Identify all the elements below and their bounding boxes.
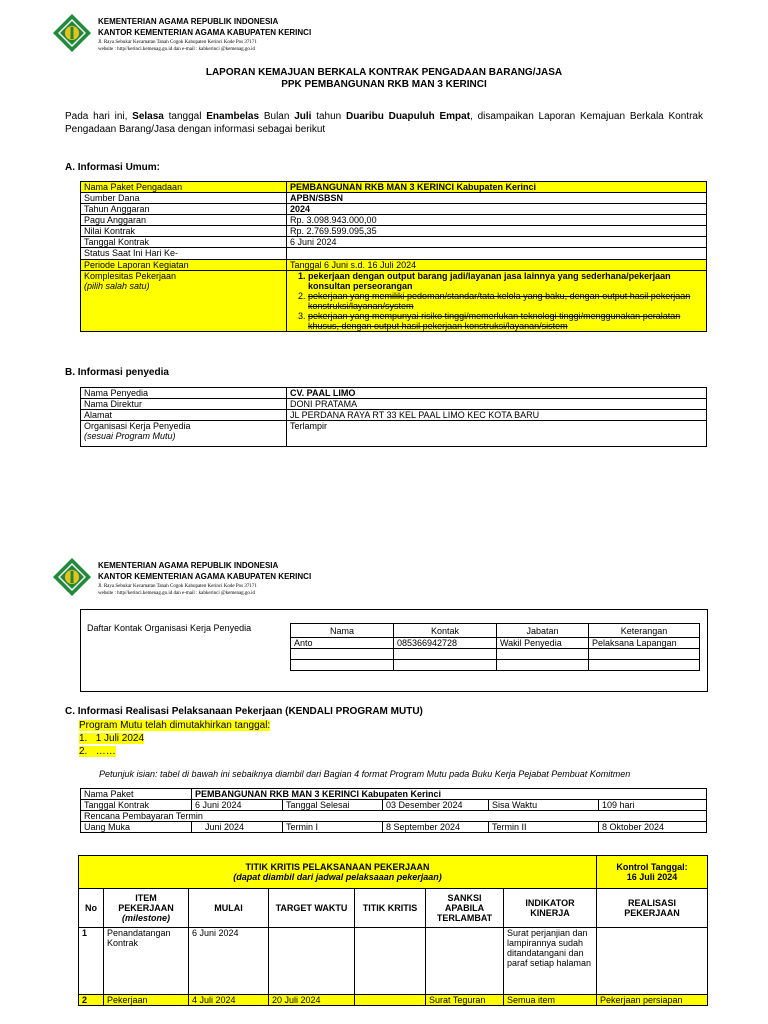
table-row: Tahun Anggaran 2024	[81, 204, 707, 215]
provider-info-table	[80, 387, 707, 447]
report-title-line1: LAPORAN KEMAJUAN BERKALA KONTRAK PENGADAAN BARANG/JASA	[205, 67, 563, 78]
letterhead-page2	[52, 557, 452, 599]
table-row: Periode Laporan Kegiatan Tanggal 6 Juni s.d. 16 Juli 2024	[81, 260, 707, 271]
section-b-title: B. Informasi penyedia	[65, 367, 169, 378]
complexity-option-2: 2. pekerjaan yang memiliki pedoman/standar/tata kelola yang baku, dengan output hasil pekerjaan konstruksi/layanan/system	[308, 291, 703, 311]
table-row: Alamat JL PERDANA RAYA RT 33 KEL PAAL LIMO KEC KOTA BARU	[81, 410, 707, 421]
table-row: Organisasi Kerja Penyedia (sesuai Program Mutu) Terlampir	[81, 421, 707, 447]
package-schedule-table	[80, 788, 707, 833]
kemenag-logo	[52, 557, 92, 597]
critical-subtitle: (dapat diambil dari jadwal pelaksaaan pekerjaan)	[233, 872, 442, 882]
critical-points-table	[78, 855, 708, 1006]
program-mutu-item-2: ……	[95, 746, 116, 757]
letterhead-top	[52, 13, 452, 55]
contact-table	[290, 623, 700, 671]
table-row: Nama Paket PEMBANGUNAN RKB MAN 3 KERINCI Kabupaten Kerinci	[81, 789, 707, 800]
table-row: Pagu Anggaran Rp. 3.098.943.000,00	[81, 215, 707, 226]
table-row: Status Saat Ini Hari Ke-	[81, 248, 707, 260]
table-row	[291, 649, 700, 660]
section-c-title: C. Informasi Realisasi Pelaksanaan Pekerjaan (KENDALI PROGRAM MUTU)	[65, 706, 423, 717]
critical-title-row	[79, 856, 708, 889]
table-row: Uang Muka Juni 2024 Termin I 8 September 2024 Termin II 8 Oktober 2024	[81, 822, 707, 833]
letterhead-line1: KEMENTERIAN AGAMA REPUBLIK INDONESIA	[98, 17, 279, 26]
letterhead-address: Jl. Raya Sebukar Kecamatan Tanah Cogok Kabupaten Kerinci Kode Pos 37171	[98, 40, 257, 45]
intro-date: Enambelas	[206, 111, 260, 122]
table-row: Sumber Dana APBN/SBSN	[81, 193, 707, 204]
program-mutu-block: Program Mutu telah dimutakhirkan tanggal: 1. 1 Juli 2024 2. ……	[79, 720, 271, 757]
complexity-option-1: 1. pekerjaan dengan output barang jadi/layanan jasa lainnya yang sederhana/pekerjaan konsultan perseorangan	[308, 271, 703, 291]
table-row: Tanggal Kontrak 6 Juni 2024 Tanggal Selesai 03 Desember 2024 Sisa Waktu 109 hari	[81, 800, 707, 811]
table-row: 2 Pekerjaan 4 Juli 2024 20 Juli 2024 Surat Teguran Semua item Pekerjaan persiapan	[79, 995, 708, 1006]
program-mutu-label: Program Mutu telah dimutakhirkan tanggal:	[79, 720, 271, 731]
complexity-option-3: 3. pekerjaan yang mempunyai risiko tinggi/memerlukan teknologi tinggi/menggunakan peralatan khusus, dengan output hasil pekerjaan konstruksi/layanan/sistem	[308, 311, 703, 331]
fill-instruction: Petunjuk isian: tabel di bawah ini sebaiknya diambil dari Bagian 4 format Program Mutu pada Buku Kerja Pejabat Pembuat Komitmen	[99, 769, 631, 779]
intro-paragraph: Pada hari ini, Selasa tanggal Enambelas Bulan Juli tahun Duaribu Duapuluh Empat, disampaikan Laporan Kemajuan Berkala Kontrak Pengadaan Barang/Jasa dengan informasi sebagai berikut	[65, 111, 703, 135]
contact-box	[80, 609, 708, 692]
critical-title: TITIK KRITIS PELAKSANAAN PEKERJAAN	[245, 862, 430, 872]
control-date-label: Kontrol Tanggal:	[616, 862, 688, 872]
table-header-row: No ITEM PEKERJAAN (milestone) MULAI TARGET WAKTU TITIK KRITIS SANKSI APABILA TERLAMBAT INDIKATOR KINERJA REALISASI PEKERJAAN	[79, 889, 708, 928]
letterhead-web: website : http//kerinci.kemenag.go.id dan e-mail : kabkerinci @kemenag.go.id	[98, 591, 256, 596]
table-row: Nama Direktur DONI PRATAMA	[81, 399, 707, 410]
report-title-line2: PPK PEMBANGUNAN RKB MAN 3 KERINCI	[281, 79, 487, 90]
letterhead-line1: KEMENTERIAN AGAMA REPUBLIK INDONESIA	[98, 561, 279, 570]
table-row: Nama Paket Pengadaan PEMBANGUNAN RKB MAN 3 KERINCI Kabupaten Kerinci	[81, 182, 707, 193]
kemenag-logo	[52, 13, 92, 53]
letterhead-web: website : http//kerinci.kemenag.go.id dan e-mail : kabkerinci @kemenag.go.id	[98, 47, 256, 52]
section-a-title: A. Informasi Umum:	[65, 162, 161, 173]
letterhead-line2: KANTOR KEMENTERIAN AGAMA KABUPATEN KERINCI	[98, 28, 312, 37]
intro-month: Juli	[294, 111, 312, 122]
table-row: Nilai Kontrak Rp. 2.769.599.095,35	[81, 226, 707, 237]
table-row: Rencana Pembayaran Termin	[81, 811, 707, 822]
general-info-table	[80, 181, 707, 332]
contact-label: Daftar Kontak Organisasi Kerja Penyedia	[87, 623, 252, 633]
program-mutu-item-1: 1 Juli 2024	[95, 733, 145, 744]
table-row	[291, 660, 700, 671]
complexity-options	[290, 271, 703, 331]
table-row: Anto 085366942728 Wakil Penyedia Pelaksana Lapangan	[291, 638, 700, 649]
letterhead-line2: KANTOR KEMENTERIAN AGAMA KABUPATEN KERINCI	[98, 572, 312, 581]
table-row: Nama Penyedia CV. PAAL LIMO	[81, 388, 707, 399]
table-row: Tanggal Kontrak 6 Juni 2024	[81, 237, 707, 248]
intro-day: Selasa	[132, 111, 164, 122]
table-header-row: Nama Kontak Jabatan Keterangan	[291, 624, 700, 638]
complexity-row: Komplesitas Pekerjaan (pilih salah satu) 1. pekerjaan dengan output barang jadi/layanan jasa lainnya yang sederhana/pekerjaan konsultan perseorangan 2. pekerjaan yang memiliki pedoman/standar/tata kelola yang baku, dengan output hasil pekerjaan konstruksi/layanan/system 3. pekerjaan yang mempunyai risiko tinggi/memerlukan teknologi tinggi/menggunakan peralatan khusus, dengan output hasil pekerjaan konstruksi/layanan/sistem	[81, 271, 707, 332]
table-row: 1 Penandatangan Kontrak 6 Juni 2024 Surat perjanjian dan lampirannya sudah ditandatangani dan paraf setiap halaman	[79, 928, 708, 995]
letterhead-address: Jl. Raya Sebukar Kecamatan Tanah Cogok Kabupaten Kerinci Kode Pos 37171	[98, 584, 257, 589]
intro-year: Duaribu Duapuluh Empat	[346, 111, 471, 122]
control-date: 16 Juli 2024	[626, 872, 678, 882]
